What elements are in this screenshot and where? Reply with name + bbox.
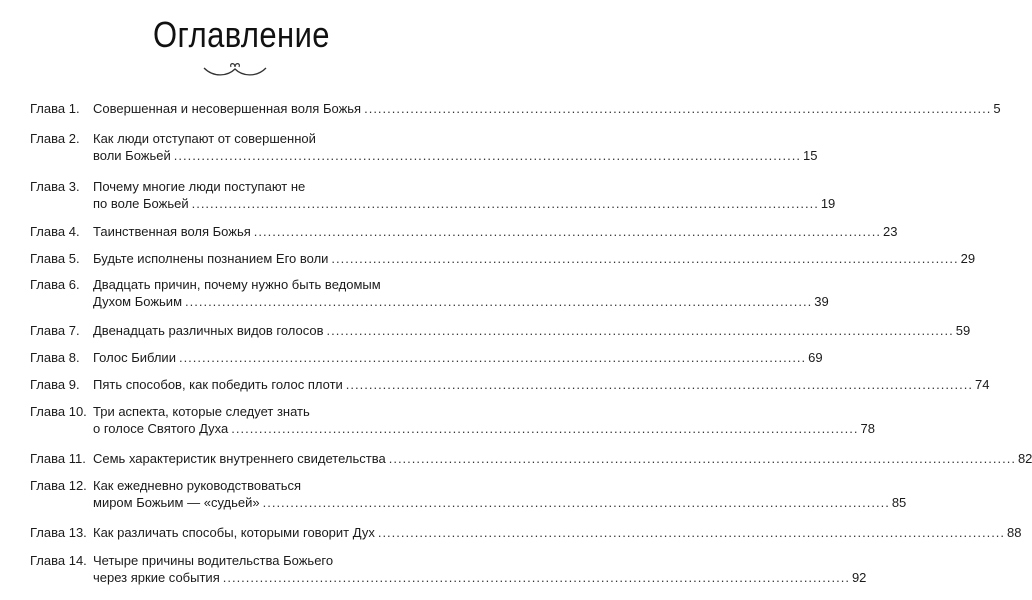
page-title: Оглавление — [153, 14, 330, 55]
toc-entry-10[interactable] — [30, 403, 875, 437]
chapter-title: Как различать способы, которыми говорит Дух — [93, 525, 375, 540]
chapter-title: Голос Библии — [93, 350, 176, 365]
page-number: 5 — [993, 101, 1001, 116]
chapter-label: Глава 4. — [30, 224, 80, 239]
chapter-title: Таинственная воля Божья — [93, 224, 251, 239]
toc-entry-5[interactable] — [30, 250, 976, 267]
dot-leader: ........................................................................................................................................ — [253, 224, 881, 239]
chapter-label: Глава 3. — [30, 179, 80, 194]
dot-leader: ........................................................................................................................................ — [364, 101, 992, 116]
chapter-label: Глава 13. — [30, 525, 87, 540]
dot-leader: ........................................................................................................................................ — [222, 570, 850, 585]
page-number: 29 — [960, 251, 976, 266]
dot-leader: ........................................................................................................................................ — [262, 495, 890, 510]
dot-leader: ........................................................................................................................................ — [377, 525, 1006, 540]
dot-leader: ........................................................................................................................................ — [326, 323, 954, 338]
dot-leader: ........................................................................................................................................ — [345, 377, 973, 392]
toc-entry-14[interactable] — [30, 552, 867, 586]
toc-entry-4[interactable] — [30, 223, 898, 240]
chapter-label: Глава 12. — [30, 478, 87, 493]
toc-entry-11[interactable] — [30, 450, 1032, 467]
chapter-title-continued: миром Божьим — «судьей» — [93, 495, 260, 510]
chapter-title: Три аспекта, которые следует знать — [93, 404, 310, 419]
toc-entry-8[interactable] — [30, 349, 823, 366]
chapter-title-continued: по воле Божьей — [93, 196, 189, 211]
dot-leader: ........................................................................................................................................ — [178, 350, 807, 365]
page-number: 78 — [860, 421, 875, 436]
ornament-divider-icon — [202, 62, 268, 78]
toc-entry-12[interactable] — [30, 477, 907, 511]
toc-entry-7[interactable] — [30, 322, 971, 339]
toc-entry-2[interactable] — [30, 130, 818, 164]
chapter-label: Глава 10. — [30, 404, 87, 419]
toc-entry-6[interactable] — [30, 276, 829, 310]
chapter-title-continued: через яркие события — [93, 570, 220, 585]
chapter-title-continued: о голосе Святого Духа — [93, 421, 229, 436]
page-number: 19 — [820, 196, 836, 211]
dot-leader: ........................................................................................................................................ — [173, 148, 801, 163]
chapter-title: Пять способов, как победить голос плоти — [93, 377, 343, 392]
page-number: 39 — [814, 294, 829, 309]
chapter-title: Совершенная и несовершенная воля Божья — [93, 101, 362, 116]
chapter-label: Глава 1. — [30, 101, 80, 116]
chapter-label: Глава 14. — [30, 553, 87, 568]
page-number: 85 — [891, 495, 907, 510]
chapter-title: Двадцать причин, почему нужно быть ведомым — [93, 277, 381, 292]
chapter-title-continued: Духом Божьим — [93, 294, 183, 309]
page-number: 15 — [802, 148, 818, 163]
chapter-title: Четыре причины водительства Божьего — [93, 553, 334, 568]
page-number: 88 — [1007, 525, 1022, 540]
dot-leader: ........................................................................................................................................ — [231, 421, 859, 436]
page-number: 82 — [1017, 451, 1032, 466]
chapter-title-continued: воли Божьей — [93, 148, 171, 163]
dot-leader: ........................................................................................................................................ — [388, 451, 1016, 466]
chapter-title: Семь характеристик внутреннего свидетельства — [93, 451, 386, 466]
chapter-title: Почему многие люди поступают не — [93, 179, 306, 194]
page-number: 74 — [975, 377, 990, 392]
toc-entry-9[interactable] — [30, 376, 990, 393]
chapter-label: Глава 9. — [30, 377, 80, 392]
dot-leader: ........................................................................................................................................ — [191, 196, 819, 211]
chapter-title: Двенадцать различных видов голосов — [93, 323, 324, 338]
dot-leader: ........................................................................................................................................ — [185, 294, 813, 309]
chapter-label: Глава 11. — [30, 451, 86, 466]
page-number: 92 — [851, 570, 867, 585]
chapter-title: Как люди отступают от совершенной — [93, 131, 316, 146]
chapter-label: Глава 5. — [30, 251, 80, 266]
dot-leader: ........................................................................................................................................ — [331, 251, 959, 266]
toc-entry-13[interactable] — [30, 524, 1022, 541]
page-number: 69 — [808, 350, 823, 365]
chapter-title: Как ежедневно руководствоваться — [93, 478, 302, 493]
chapter-label: Глава 2. — [30, 131, 80, 146]
chapter-title: Будьте исполнены познанием Его воли — [93, 251, 329, 266]
toc-entry-1[interactable] — [30, 100, 1001, 117]
chapter-label: Глава 7. — [30, 323, 80, 338]
chapter-label: Глава 6. — [30, 277, 80, 292]
toc-entry-3[interactable] — [30, 178, 836, 212]
page-number: 59 — [955, 323, 971, 338]
page-number: 23 — [883, 224, 898, 239]
chapter-label: Глава 8. — [30, 350, 80, 365]
